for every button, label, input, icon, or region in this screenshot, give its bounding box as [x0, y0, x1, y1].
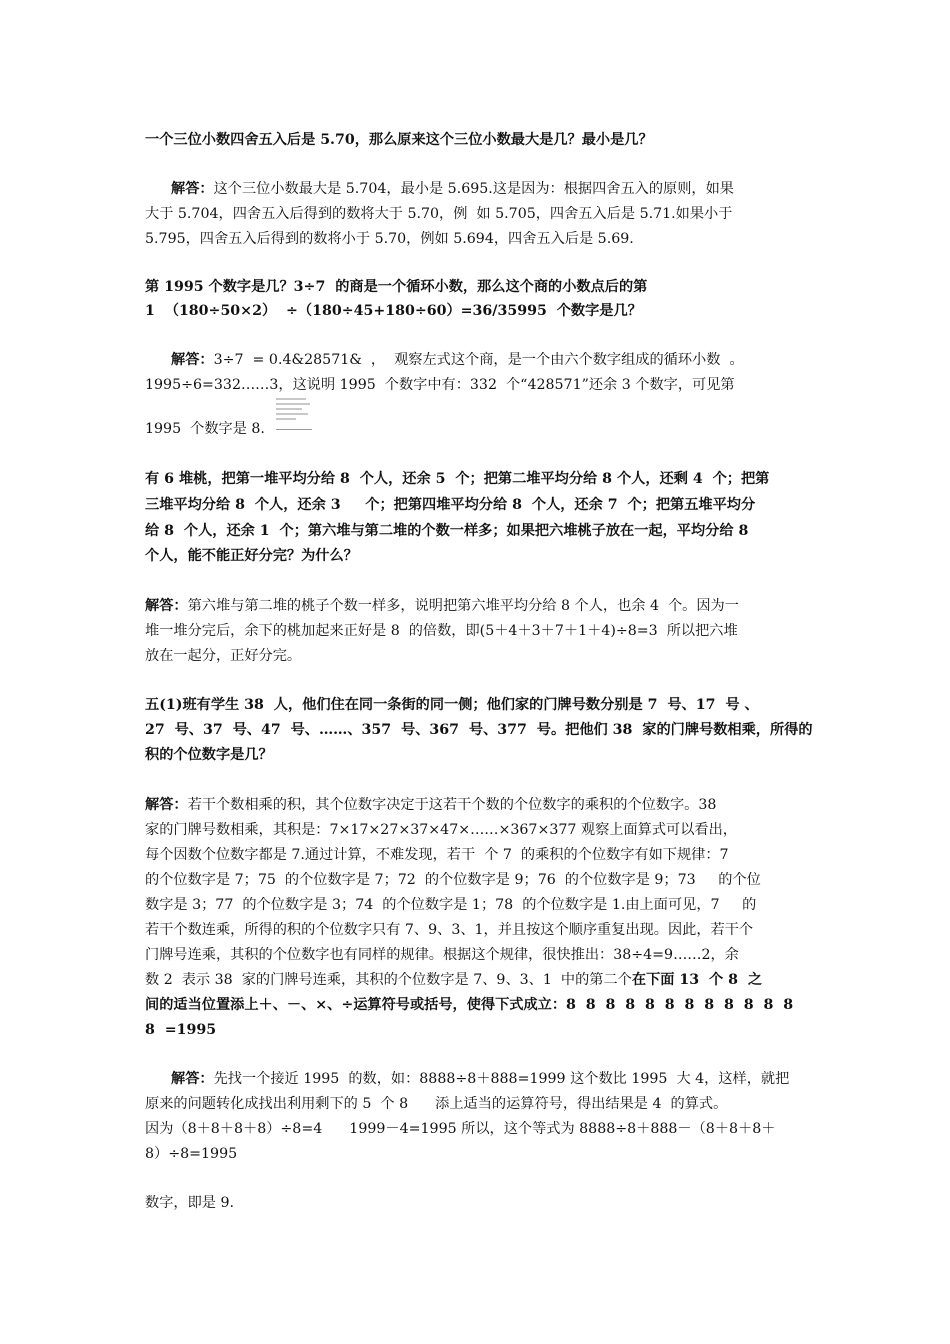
- answer-4-line-2: 家的门牌号数相乘，其积是：7×17×27×37×47×……×367×377 观察上面算式可以看出，: [145, 822, 737, 838]
- closing-line: 数字，即是 9.: [145, 1195, 234, 1211]
- answer-label: 解答：: [145, 598, 188, 614]
- question-3-line-3: 给 8 个人，还余 1 个；第六堆与第二堆的个数一样多；如果把六堆桃子放在一起，平均分给 8: [145, 523, 749, 539]
- answer-5-line-1: 解答：先找一个接近 1995 的数，如：8888÷8＋888=1999 这个数比 1995 大 4，这样，就把: [171, 1071, 790, 1087]
- answer-label: 解答：: [171, 352, 214, 368]
- answer-label: 解答：: [171, 181, 214, 197]
- answer-4-line-4: 的个位数字是 7；75 的个位数字是 7；72 的个位数字是 9；76 的个位数字是 9；73 的个位: [145, 872, 761, 888]
- answer-1-line-2: 大于 5.704，四舍五入后得到的数将大于 5.70，例 如 5.705，四舍五入后是 5.71.如果小于: [145, 206, 733, 222]
- question-1: 一个三位小数四舍五入后是 5.70，那么原来这个三位小数最大是几？最小是几？: [145, 132, 653, 148]
- question-3-line-1: 有 6 堆桃，把第一堆平均分给 8 个人，还余 5 个；把第二堆平均分给 8 个人，还剩 4 个；把第: [145, 471, 770, 487]
- answer-5-line-4: 8）÷8=1995: [145, 1146, 238, 1162]
- answer-4-line-3: 每个因数个位数字都是 7.通过计算，不难发现，若干 个 7 的乘积的个位数字有如下规律：7: [145, 847, 729, 863]
- answer-4-line-6: 若干个数连乘，所得的积的个位数字只有 7、9、3、1，并且按这个顺序重复出现。因此，若干个: [145, 922, 754, 938]
- answer-5-line-3: 因为（8＋8＋8＋8）÷8=4 1999－4=1995 所以，这个等式为 8888÷8＋888－（8＋8＋8＋: [145, 1121, 776, 1137]
- answer-label: 解答：: [145, 797, 188, 813]
- embedded-thumbnail-image: [272, 395, 312, 435]
- question-4-line-1: 五(1)班有学生 38 人，他们住在同一条街的同一侧；他们家的门牌号数分别是 7 号、17 号 、: [145, 697, 759, 713]
- question-3-line-4: 个人，能不能正好分完？为什么？: [145, 548, 358, 564]
- answer-3-line-2: 堆一堆分完后，余下的桃加起来正好是 8 的倍数，即(5＋4＋3＋7＋1＋4)÷8=3 所以把六堆: [145, 623, 738, 639]
- answer-4-line-5: 数字是 3；77 的个位数字是 3；74 的个位数字是 1；78 的个位数字是 1.由上面可见，7 的: [145, 897, 757, 913]
- question-5-line-3: 8 =1995: [145, 1022, 217, 1038]
- question-3-line-2: 三堆平均分给 8 个人，还余 3 个；把第四堆平均分给 8 个人，还余 7 个；把第五堆平均分: [145, 497, 756, 513]
- answer-label: 解答：: [171, 1071, 214, 1087]
- question-4-line-3: 积的个位数字是几？: [145, 747, 273, 763]
- answer-3-line-1: 解答：第六堆与第二堆的桃子个数一样多，说明把第六堆平均分给 8 个人，也余 4 个。因为一: [145, 598, 739, 614]
- answer-2-line-1: 解答：3÷7 = 0.4&28571& ， 观察左式这个商，是一个由六个数字组成的循环小数 。: [171, 352, 744, 368]
- answer-2-line-2: 1995÷6=332……3，这说明 1995 个数字中有：332 个“428571”还余 3 个数字，可见第: [145, 377, 735, 393]
- answer-1-line-3: 5.795，四舍五入后得到的数将小于 5.70，例如 5.694，四舍五入后是 5.69.: [145, 231, 634, 247]
- answer-4-line-7: 门牌号连乘，其积的个位数字也有同样的规律。根据这个规律，很快推出：38÷4=9……2，余: [145, 947, 739, 963]
- answer-5-line-2: 原来的问题转化成找出利用剩下的 5 个 8 添上适当的运算符号，得出结果是 4 的算式。: [145, 1096, 728, 1112]
- answer-4-line-1: 解答：若干个数相乘的积，其个位数字决定于这若干个数的个位数字的乘积的个位数字。38: [145, 797, 717, 813]
- question-5-line-2: 间的适当位置添上＋、－、×、÷运算符号或括号，使得下式成立：8 8 8 8 8 8 8 8 8 8 8 8: [145, 997, 794, 1013]
- question-2-line-2: 1 （180÷50×2） ÷（180÷45+180÷60）=36/35995 个数字是几？: [145, 303, 642, 319]
- answer-3-line-3: 放在一起分，正好分完。: [145, 648, 302, 664]
- answer-1-line-1: 解答：这个三位小数最大是 5.704，最小是 5.695.这是因为：根据四舍五入的原则，如果: [171, 181, 734, 197]
- answer-2-line-3: 1995 个数字是 8.: [145, 421, 265, 437]
- answer-4-line-8: 数 2 表示 38 家的门牌号连乘，其积的个位数字是 7、9、3、1 中的第二个在下面 13 个 8 之: [145, 972, 763, 988]
- question-4-line-2: 27 号、37 号、47 号、……、357 号、367 号、377 号。把他们 38 家的门牌号数相乘，所得的: [145, 722, 813, 738]
- question-2-line-1: 第 1995 个数字是几？3÷7 的商是一个循环小数，那么这个商的小数点后的第: [145, 279, 648, 295]
